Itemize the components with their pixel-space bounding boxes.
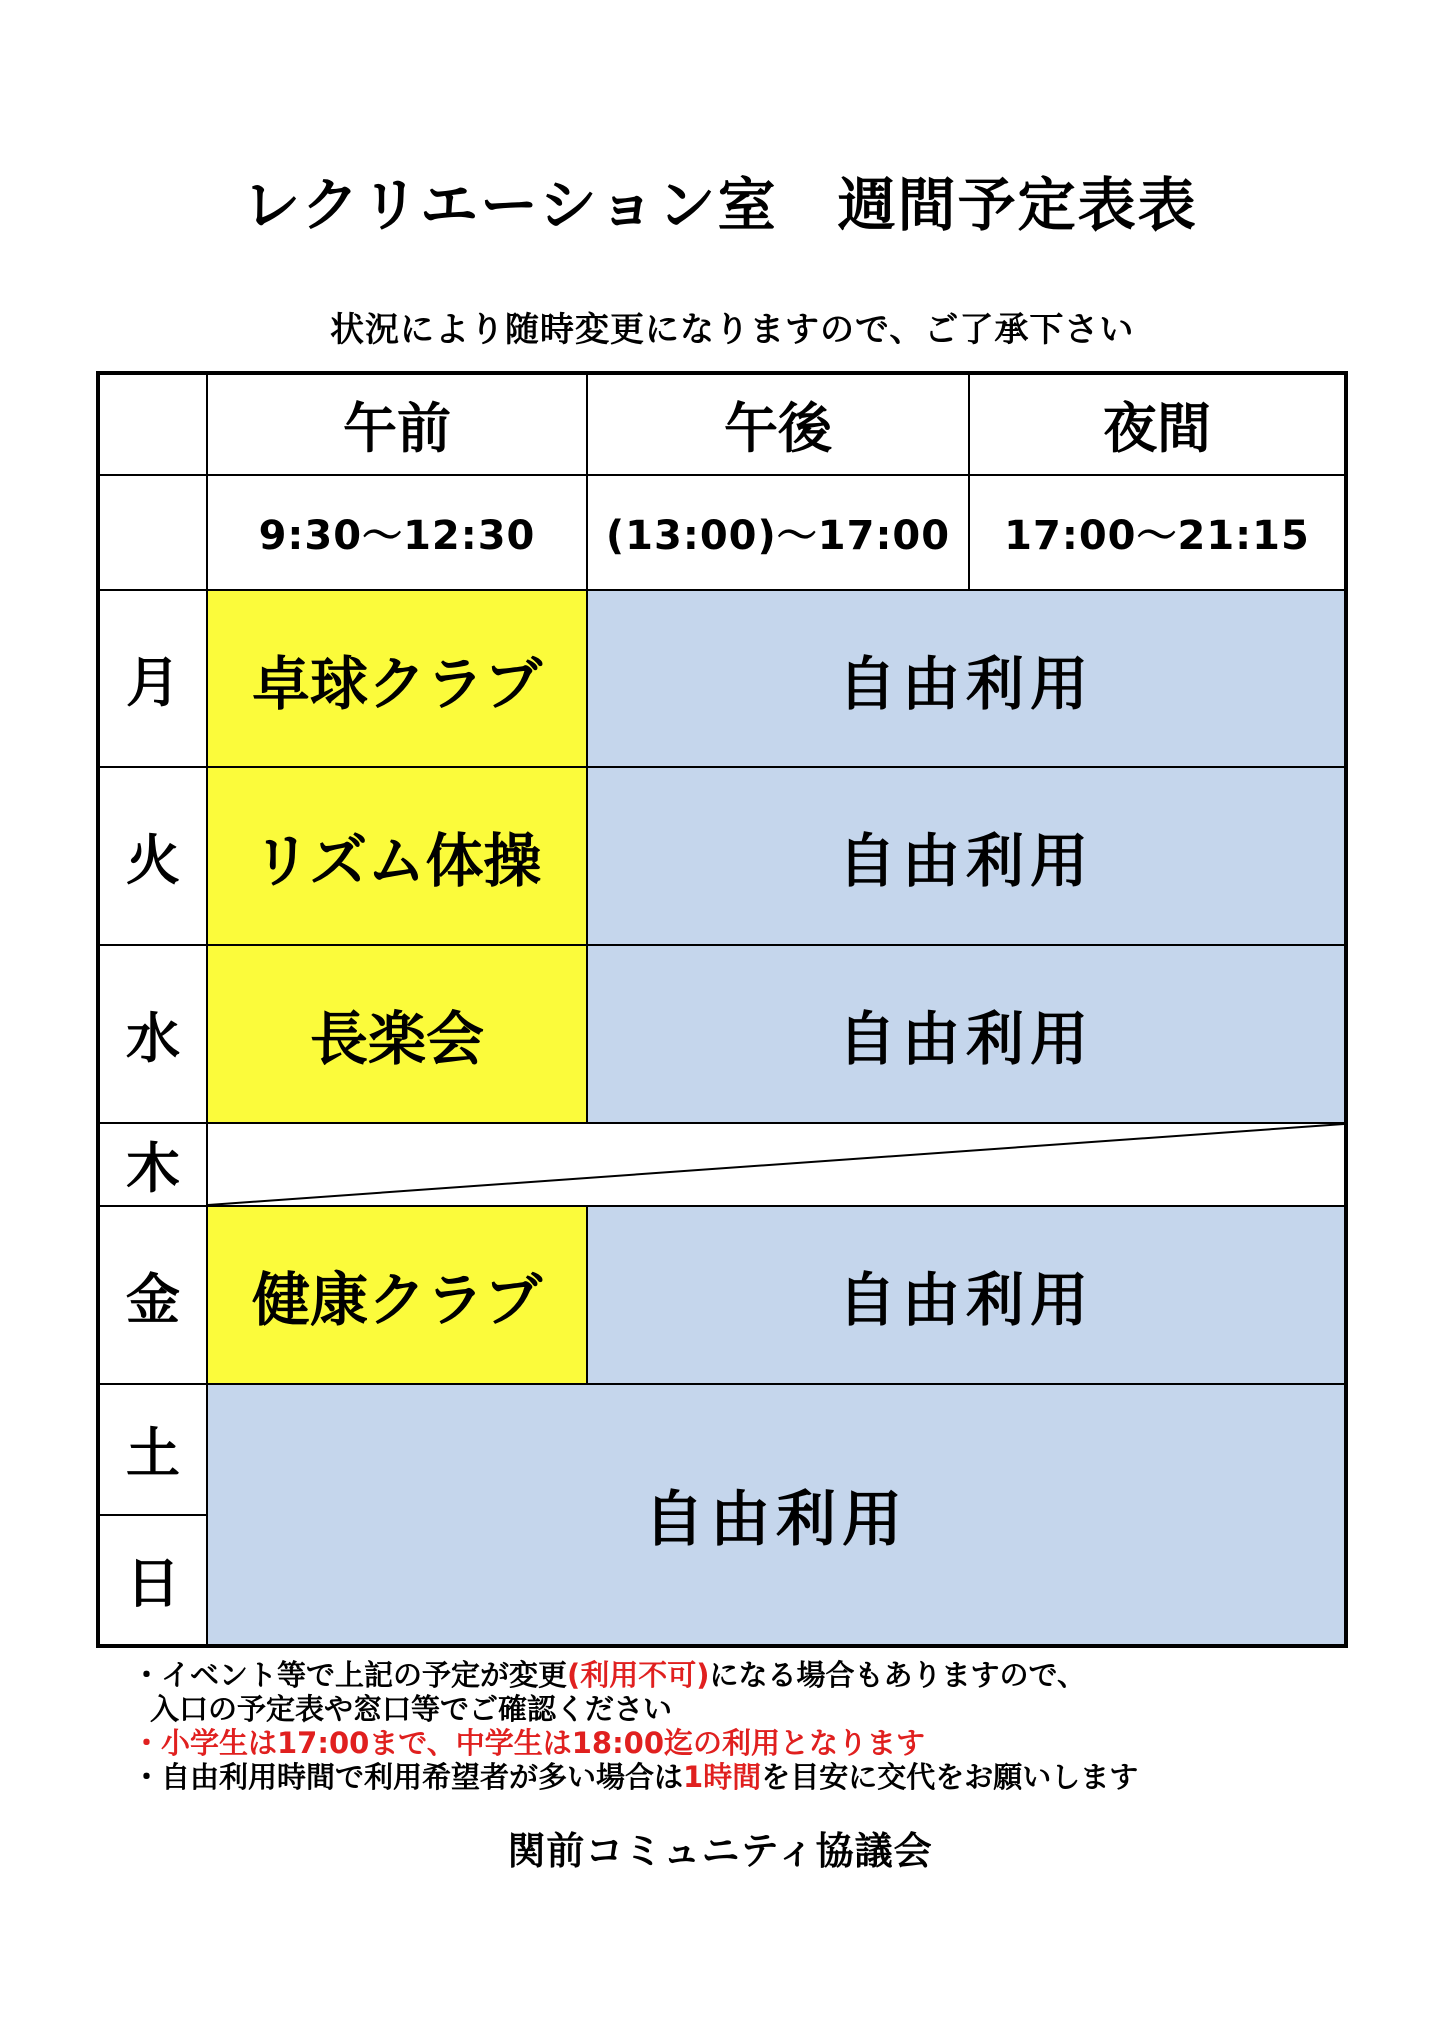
day-label-mon: 月: [100, 591, 208, 768]
activity-mon-am: 卓球クラブ: [208, 591, 588, 768]
note-4-text-pre: ・自由利用時間で利用希望者が多い場合は: [132, 1760, 684, 1794]
period-header-pm: 午後: [588, 375, 970, 476]
note-line-4: [132, 1760, 1138, 1794]
page-subtitle: 状況により随時変更になりますので、ご了承下さい: [330, 310, 1135, 350]
day-label-sun: 日: [126, 1552, 180, 1616]
day-label-tue: 火: [100, 768, 208, 946]
activity-wed-am: 長楽会: [208, 946, 588, 1124]
note-1-text-red: (利用不可): [567, 1658, 710, 1692]
day-label-wed: 水: [100, 946, 208, 1124]
organization-name: 関前コミュニティ協議会: [507, 1829, 933, 1873]
period-time-pm: (13:00)〜17:00: [588, 476, 970, 591]
period-header-am: 午前: [208, 375, 588, 476]
activity-fri-am: 健康クラブ: [208, 1207, 588, 1385]
free-use-fri: 自由利用: [588, 1207, 1344, 1385]
period-header-night: 夜間: [970, 375, 1344, 476]
free-use-weekend: 自由利用: [208, 1385, 1344, 1644]
corner-cell-time: [100, 476, 208, 591]
free-use-mon: 自由利用: [588, 591, 1344, 768]
closed-slot-thu: [208, 1124, 1344, 1207]
day-label-sat: 土: [100, 1385, 206, 1516]
note-line-1: [132, 1658, 1138, 1692]
note-line-3: ・小学生は17:00まで、中学生は18:00迄の利用となります: [132, 1726, 926, 1760]
note-1-text-pre: ・イベント等で上記の予定が変更: [132, 1658, 568, 1692]
diagonal-strike-line: [208, 1124, 1344, 1205]
corner-cell: [100, 375, 208, 476]
activity-tue-am: リズム体操: [208, 768, 588, 946]
weekend-day-labels: [100, 1385, 208, 1644]
note-line-2: 入口の予定表や窓口等でご確認ください: [150, 1692, 673, 1726]
note-4-text-red: 1時間: [683, 1760, 762, 1794]
period-time-night: 17:00〜21:15: [970, 476, 1344, 591]
weekly-schedule-table: [96, 371, 1348, 1648]
notes-block: [132, 1658, 1138, 1794]
period-time-am: 9:30〜12:30: [208, 476, 588, 591]
note-4-text-post: を目安に交代をお願いします: [761, 1760, 1139, 1794]
day-label-thu: 木: [100, 1124, 208, 1207]
day-label-fri: 金: [100, 1207, 208, 1385]
note-1-text-post: になる場合もありますので、: [709, 1658, 1086, 1692]
free-use-wed: 自由利用: [588, 946, 1344, 1124]
free-use-tue: 自由利用: [588, 768, 1344, 946]
page-title: レクリエーション室 週間予定表表: [242, 171, 1198, 239]
